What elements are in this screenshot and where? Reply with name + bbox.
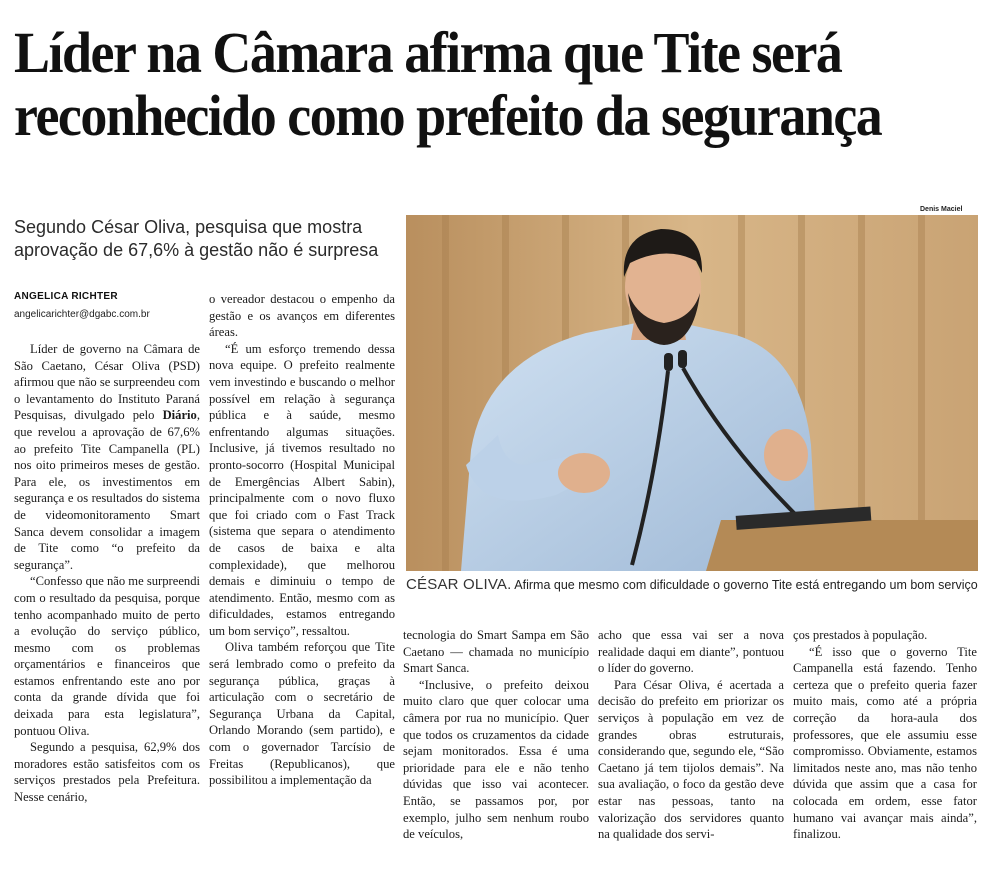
paragraph: o vereador destacou o empenho da gestão e os avanços em diferentes áreas.: [209, 292, 395, 340]
paragraph: ços prestados à população.: [793, 628, 928, 642]
caption-name: CÉSAR OLIVA.: [406, 576, 512, 593]
article-column-2: [209, 291, 395, 789]
author-byline: ANGELICA RICHTER: [14, 291, 118, 302]
paragraph: tecnologia do Smart Sampa em São Caetano — chamada no município Smart Sanca.: [403, 628, 589, 676]
article-photo: [406, 215, 978, 571]
paragraph: acho que essa vai ser a nova realidade daqui em diante”, pontuou o líder do governo.: [598, 628, 784, 676]
paragraph: “Confesso que não me surpreendi com o resultado da pesquisa, porque tenho acompanhado muito de perto a evolução do serviço público, mesmo com os problemas orçamentários e financeiros que estamos enfrentando este ano por conta da grande dívida que foi deixada para esta legislatura”, pontuou Oliva.: [14, 574, 200, 738]
article-column-5: [793, 627, 977, 843]
article-column-1: [14, 341, 200, 806]
paragraph-text: Líder de governo na Câmara de São Caetano, César Oliva (PSD) afirmou que não se surpreendeu com o levantamento do Instituto Paraná Pesquisas, divulgado pelo: [14, 342, 200, 423]
paragraph: Para César Oliva, é acertada a decisão do prefeito em priorizar os serviços à população em vez de grandes obras estruturais, considerando que, segundo ele, “São Caetano já tem tijolos demais”. Na sua avaliação, o foco da gestão deve estar nas pessoas, tanto na valorização dos servidores quanto na qualidade dos servi-: [598, 677, 784, 842]
author-email: angelicarichter@dgabc.com.br: [14, 309, 150, 320]
photo-credit: Denis Maciel: [920, 206, 963, 213]
caption-text: Afirma que mesmo com dificuldade o governo Tite está entregando um bom serviço: [514, 578, 978, 592]
paragraph: “Inclusive, o prefeito deixou muito claro que quer colocar uma câmera por rua no município. Quer que todos os cruzamentos da cidade sejam monitorados. Essa é uma prioridade para ele e não tenho dúvidas que isso vai acontecer. Então, se passamos por, por exemplo, julho sem nenhum roubo de veículos,: [403, 677, 589, 842]
photo-caption: [406, 576, 978, 593]
newspaper-name: Diário: [162, 408, 197, 423]
article-column-3: [403, 627, 589, 843]
paragraph: “É um esforço tremendo dessa nova equipe. O prefeito realmente vem investindo e buscando o melhor possível em relação à segurança pública e à saúde, mesmo enfrentando algumas situações. Inclusive, já tivemos resultado no pronto-socorro (Hospital Municipal de Emergências Albert Sabin), principalmente com o novo fluxo que foi criado com o Fast Track (sistema que separa o atendimento de casos de baixa e alta complexidade), que melhorou demais e diminuiu o tempo de atendimento. Então, mesmo com as dificuldades, estamos entregando um bom serviço”, ressaltou.: [209, 341, 395, 638]
speaker-illustration: [406, 215, 978, 571]
article-column-4: [598, 627, 784, 843]
paragraph: [14, 341, 200, 573]
paragraph: “É isso que o governo Tite Campanella está fazendo. Tenho certeza que o prefeito queria fazer muito mais, como até a própria correção da hora-aula dos professores, que ele assumiu esse compromisso. Obviamente, estamos limitados neste ano, mas não tenho dúvida que assim que a casa for colocada em ordem, esse fator humano vai avançar mais ainda”, finalizou.: [793, 644, 977, 842]
paragraph: Oliva também reforçou que Tite será lembrado como o prefeito da segurança pública, graças à articulação com o secretário de Segurança Urbana da Capital, Orlando Morando (sem partido), e com o governador Tarcísio de Freitas (Republicanos), que possibilitou a implementação da: [209, 640, 395, 788]
paragraph: Segundo a pesquisa, 62,9% dos moradores estão satisfeitos com os serviços prestados pela Prefeitura. Nesse cenário,: [14, 740, 200, 805]
headline: Líder na Câmara afirma que Tite será reconhecido como prefeito da segurança: [14, 20, 882, 148]
paragraph-text: , que revelou a aprovação de 67,6% ao prefeito Tite Campanella (PL) nos oito primeiros meses de gestão. Para ele, os investimentos em segurança e os resultados do sistema de videomonitoramento Smart Sanca devem consolidar a imagem de Tite como “o prefeito da segurança”.: [14, 408, 200, 572]
subheadline: Segundo César Oliva, pesquisa que mostra aprovação de 67,6% à gestão não é surpresa: [14, 217, 379, 260]
